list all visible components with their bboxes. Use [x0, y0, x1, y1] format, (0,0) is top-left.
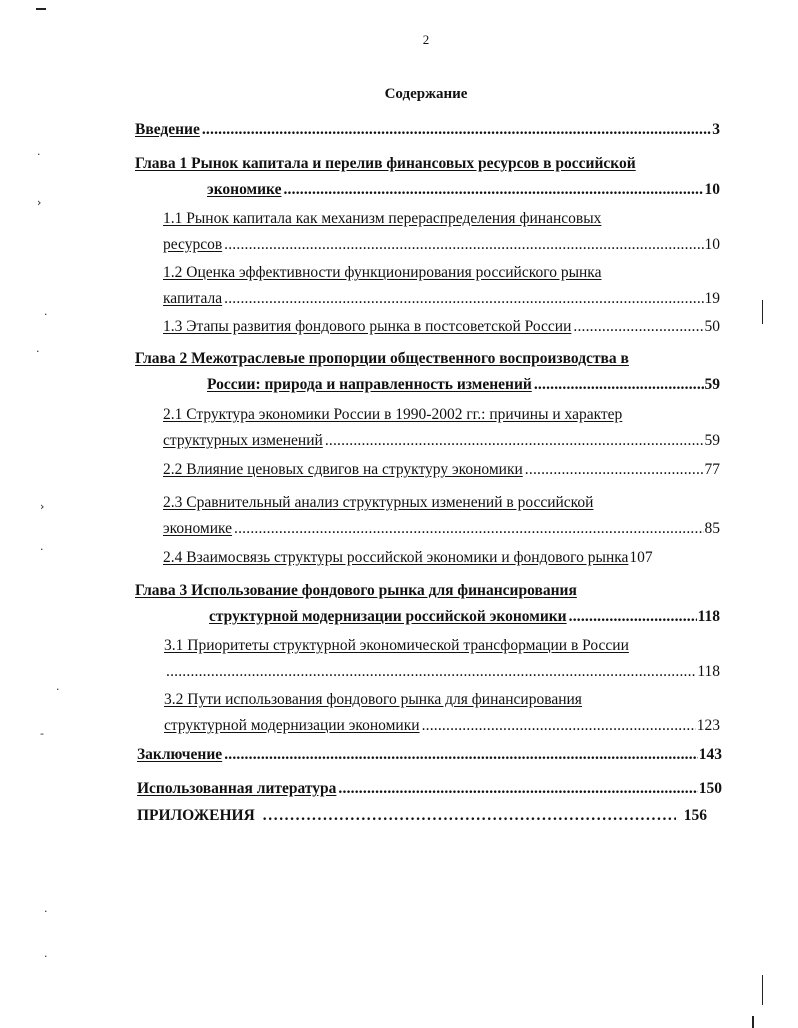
toc-entry-section-2-2[interactable]	[163, 457, 720, 483]
scan-mark-top-left	[36, 8, 46, 10]
toc-page-number: 123	[696, 717, 720, 734]
toc-entry-label: Заключение	[137, 746, 223, 763]
toc-entry-label: 3.1 Приоритеты структурной экономической трансформации в России	[164, 637, 629, 654]
toc-entry-label: 2.3 Сравнительный анализ структурных изменений в российской	[163, 494, 594, 511]
dot-leader	[202, 117, 711, 143]
toc-entry-label-cont: ресурсов	[163, 236, 223, 253]
toc-entry-label: 2.4 Взаимосвязь структуры российской экономики и фондового рынка	[163, 549, 629, 566]
scan-speck: ·	[44, 308, 48, 321]
toc-entry-label: 1.3 Этапы развития фондового рынка в постсоветской России	[163, 318, 572, 335]
dot-leader	[534, 372, 704, 398]
toc-entry-label: 2.2 Влияние ценовых сдвигов на структуру экономики	[163, 461, 523, 478]
toc-entry-section-2-4[interactable]	[163, 545, 723, 571]
toc-entry-label: 3.2 Пути использования фондового рынка для финансирования	[164, 691, 582, 708]
toc-page-number: 150	[698, 780, 722, 797]
toc-entry-label: 1.2 Оценка эффективности функционирования российского рынка	[163, 264, 602, 281]
scan-mark-bottom-right	[752, 1016, 754, 1028]
toc-page-number: 85	[704, 520, 720, 537]
scan-speck: ›	[40, 500, 45, 513]
scan-speck: ·	[44, 905, 48, 918]
toc-page-number: 107	[629, 549, 653, 566]
scan-speck: ·	[56, 683, 60, 696]
toc-page-number: 19	[704, 290, 720, 307]
toc-entry-references[interactable]	[137, 776, 722, 802]
toc-entry-chapter-1[interactable]	[135, 151, 720, 203]
dot-leader	[263, 803, 676, 829]
toc-entry-introduction[interactable]	[135, 117, 720, 143]
toc-entry-conclusion[interactable]	[137, 742, 722, 768]
toc-page-number: 59	[704, 376, 720, 393]
page-number: 2	[422, 32, 430, 47]
toc-entry-section-2-3[interactable]	[163, 490, 720, 542]
toc-entry-label: ПРИЛОЖЕНИЯ	[137, 807, 255, 824]
toc-entry-section-2-1[interactable]	[163, 402, 720, 454]
toc-entry-label-cont: структурной модернизации российской экономики	[209, 608, 567, 625]
scan-speck: ·	[44, 950, 48, 963]
toc-page-number: 156	[683, 807, 707, 824]
toc-page-number: 50	[704, 318, 720, 335]
dot-leader	[525, 457, 704, 483]
toc-entry-label-cont: экономике	[163, 520, 233, 537]
dot-leader	[224, 286, 703, 312]
toc-entry-section-1-1[interactable]	[163, 206, 720, 258]
dot-leader	[325, 428, 704, 454]
toc-page-number: 118	[697, 608, 720, 625]
toc-entry-label: Глава 2 Межотраслевые пропорции общественного воспроизводства в	[135, 350, 629, 367]
toc-entry-appendix[interactable]	[137, 803, 707, 829]
toc-entry-section-1-3[interactable]	[163, 314, 720, 340]
dot-leader	[569, 604, 697, 630]
scan-speck: -	[40, 727, 44, 740]
scan-mark-right-edge-bottom	[762, 975, 763, 1005]
dot-leader	[338, 776, 697, 802]
toc-entry-section-3-1[interactable]	[164, 633, 720, 685]
dot-leader	[234, 516, 703, 542]
toc-page-number: 10	[704, 236, 720, 253]
scan-speck: ›	[37, 196, 42, 209]
toc-entry-label: 1.1 Рынок капитала как механизм перераспределения финансовых	[163, 210, 602, 227]
toc-page-number: 3	[712, 121, 720, 138]
dot-leader	[422, 713, 696, 739]
toc-entry-label-cont: структурных изменений	[163, 432, 323, 449]
toc-entry-label: 2.1 Структура экономики России в 1990-2002 гг.: причины и характер	[163, 406, 623, 423]
toc-entry-label-cont: капитала	[163, 290, 223, 307]
dot-leader	[224, 232, 703, 258]
toc-entry-label-cont: экономике	[207, 181, 282, 198]
dot-leader	[224, 742, 698, 768]
toc-page-number: 59	[704, 432, 720, 449]
toc-page-number: 143	[698, 746, 722, 763]
scan-speck: ·	[36, 345, 40, 358]
toc-entry-label: Глава 1 Рынок капитала и перелив финансовых ресурсов в российской	[135, 155, 636, 172]
toc-entry-label: Глава 3 Использование фондового рынка для финансирования	[135, 582, 577, 599]
toc-page-number: 77	[704, 461, 720, 478]
toc-entry-label-cont: России: природа и направленность изменений	[207, 376, 532, 393]
toc-page-number: 118	[697, 663, 720, 680]
scan-speck: ·	[40, 543, 44, 556]
toc-entry-label: Использованная литература	[137, 780, 337, 797]
dot-leader	[283, 177, 703, 203]
toc-entry-chapter-3[interactable]	[135, 578, 720, 630]
dot-leader	[166, 659, 696, 685]
toc-entry-label: Введение	[135, 121, 200, 138]
scan-mark-right-edge	[762, 300, 763, 324]
toc-entry-chapter-2[interactable]	[135, 346, 720, 398]
toc-entry-section-3-2[interactable]	[164, 687, 720, 739]
scan-speck: ·	[37, 148, 41, 161]
toc-entry-section-1-2[interactable]	[163, 260, 720, 312]
dot-leader	[573, 314, 703, 340]
toc-entry-label-cont: структурной модернизации экономики	[164, 717, 420, 734]
toc-page-number: 10	[704, 181, 720, 198]
toc-title: Содержание	[384, 86, 468, 102]
